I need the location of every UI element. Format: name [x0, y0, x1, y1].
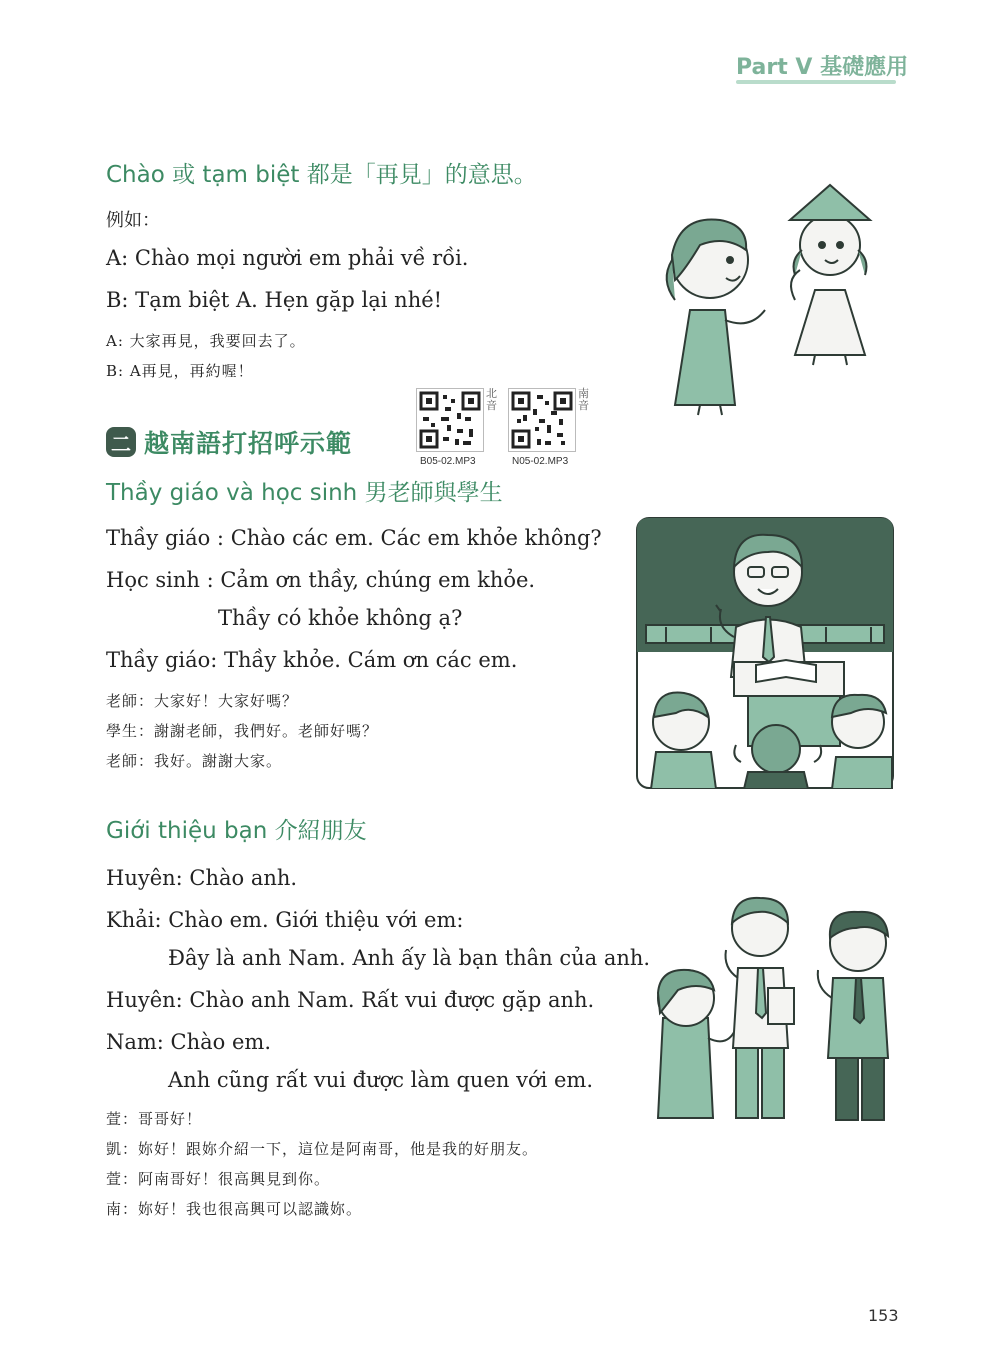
translation-line: 老師：我好。謝謝大家。: [106, 752, 283, 770]
translation-line: 凱：妳好！跟妳介紹一下，這位是阿南哥，他是我的好朋友。: [106, 1140, 539, 1158]
dialogue-line: B: Tạm biệt A. Hẹn gặp lại nhé!: [106, 288, 443, 312]
translation-line: 老師：大家好！大家好嗎？: [106, 692, 299, 710]
qr-caption: N05-02.MP3: [512, 456, 569, 467]
dialogue-line: Huyên: Chào anh.: [106, 866, 298, 890]
qr-code-north[interactable]: [416, 388, 484, 452]
dialogue-line: Học sinh : Cảm ơn thầy, chúng em khỏe.: [106, 568, 536, 592]
qr-side-label: 南音: [578, 387, 589, 412]
page-number: 153: [868, 1306, 899, 1325]
illustration-classroom: [636, 517, 894, 789]
page-header-title: Part V 基礎應用: [736, 55, 909, 80]
section-title-teacher-student: Thầy giáo và học sinh 男老師與學生: [106, 480, 503, 506]
illustration-three-friends: [648, 888, 900, 1128]
qr-caption: B05-02.MP3: [420, 456, 476, 467]
dialogue-line: Anh cũng rất vui được làm quen với em.: [168, 1068, 594, 1092]
part-number-badge: 二: [106, 427, 136, 457]
dialogue-line: A: Chào mọi người em phải về rồi.: [106, 246, 469, 270]
dialogue-line: Thầy giáo: Thầy khỏe. Cám ơn các em.: [106, 648, 518, 672]
dialogue-line: Huyên: Chào anh Nam. Rất vui được gặp anh.: [106, 988, 595, 1012]
dialogue-line: Khải: Chào em. Giới thiệu với em:: [106, 908, 464, 932]
illustration-two-girls: [630, 180, 900, 420]
part-title: 越南語打招呼示範: [144, 429, 353, 458]
qr-pattern-icon: [417, 389, 483, 451]
section-title-goodbye: Chào 或 tạm biệt 都是「再見」的意思。: [106, 162, 537, 188]
translation-line: 萱：哥哥好！: [106, 1110, 203, 1128]
example-label: 例如：: [106, 210, 160, 231]
section-title-introduce-friend: Giới thiệu bạn 介紹朋友: [106, 818, 367, 844]
translation-line: 學生：謝謝老師，我們好。老師好嗎？: [106, 722, 379, 740]
dialogue-line: Thầy giáo : Chào các em. Các em khỏe không?: [106, 526, 602, 550]
qr-side-label: 北音: [486, 387, 497, 412]
dialogue-line: Nam: Chào em.: [106, 1030, 272, 1054]
translation-line: 萱：阿南哥好！很高興見到你。: [106, 1170, 331, 1188]
translation-line: A: 大家再見，我要回去了。: [106, 332, 306, 350]
header-underline: [736, 80, 896, 84]
translation-line: B: A再見，再約喔！: [106, 362, 254, 380]
dialogue-line: Đây là anh Nam. Anh ấy là bạn thân của anh.: [168, 946, 651, 970]
qr-pattern-icon: [509, 389, 575, 451]
translation-line: 南：妳好！我也很高興可以認識妳。: [106, 1200, 363, 1218]
part-heading: [106, 424, 352, 460]
dialogue-line: Thầy có khỏe không ạ?: [218, 606, 463, 630]
qr-code-south[interactable]: [508, 388, 576, 452]
